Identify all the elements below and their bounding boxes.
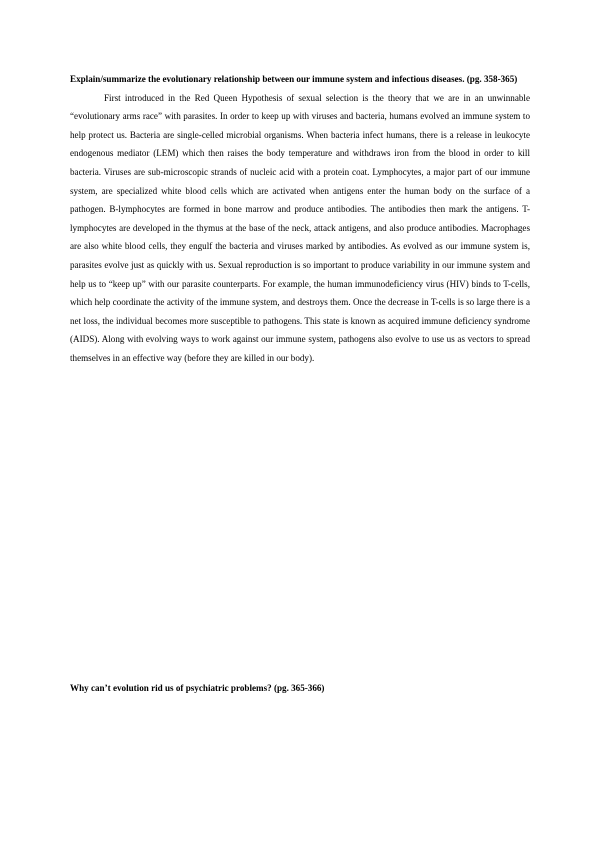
answer-paragraph: First introduced in the Red Queen Hypothesis of sexual selection is the theory that we are in an unwinnable “evolutionary arms race” with parasites. In order to keep up with viruses and bacteria, humans evolved an immune system to help protect us. Bacteria are single-celled microbial organisms. When bacteria infect humans, there is a release in leukocyte endogenous mediator (LEM) which then raises the body temperature and withdraws iron from the blood in order to kill bacteria. Viruses are sub-microscopic strands of nucleic acid with a protein coat. Lymphocytes, a major part of our immune system, are specialized white blood cells which are activated when antigens enter the human body on the surface of a pathogen. B-lymphocytes are formed in bone marrow and produce antibodies. The antibodies then mark the antigens. T-lymphocytes are developed in the thymus at the base of the neck, attack antigens, and also produce antibodies. Macrophages are also white blood cells, they engulf the bacteria and viruses marked by antibodies. As evolved as our immune system is, parasites evolve just as quickly with us. Sexual reproduction is so important to produce variability in our immune system and help us to “keep up” with our parasite counterparts. For example, the human immunodeficiency virus (HIV) binds to T-cells, which help coordinate the activity of the immune system, and destroys them. Once the decrease in T-cells is so large there is a net loss, the individual becomes more susceptible to pathogens. This state is known as acquired immune deficiency syndrome (AIDS). Along with evolving ways to work against our immune system, pathogens also evolve to use us as vectors to spread themselves in an effective way (before they are killed in our body). bbox=[70, 92, 530, 363]
question-section-psychiatric-problems bbox=[70, 679, 530, 698]
question-section-immune-system bbox=[70, 70, 530, 368]
question-heading: Why can’t evolution rid us of psychiatric problems? (pg. 365-366) bbox=[70, 683, 325, 693]
question-heading: Explain/summarize the evolutionary relationship between our immune system and infectious diseases. (pg. 358-365) bbox=[70, 74, 518, 84]
